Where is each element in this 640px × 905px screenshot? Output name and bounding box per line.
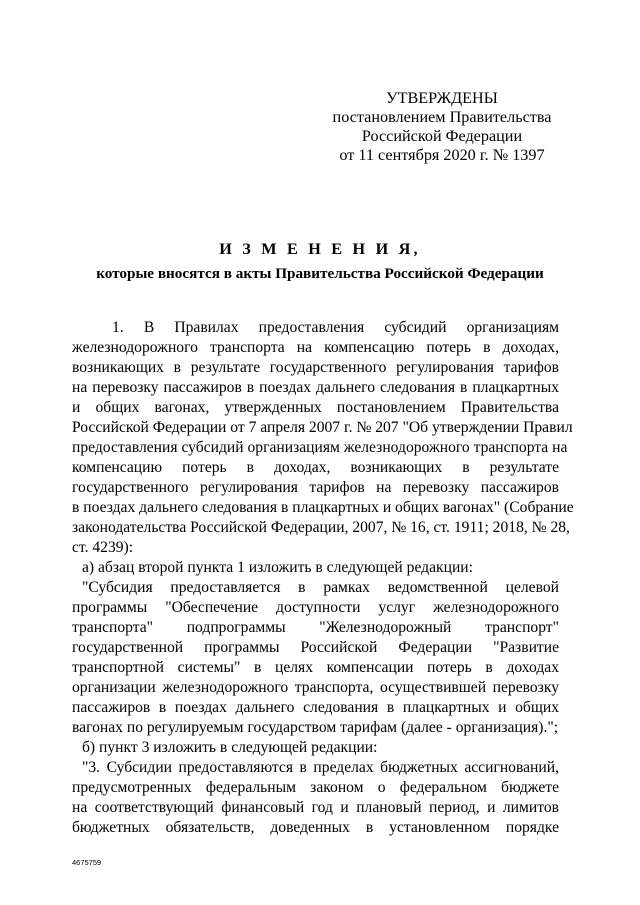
body-line: организации железнодорожного транспорта, осуществившей перевозку xyxy=(72,679,559,696)
body-line: в поездах дальнего следования в плацкартных и общих вагонах" (Собрание xyxy=(72,499,574,516)
body-line: законодательства Российской Федерации, 2007, № 16, ст. 1911; 2018, № 28, xyxy=(72,519,570,536)
body-line: Российской Федерации от 7 апреля 2007 г. № 207 "Об утверждении Правил xyxy=(72,419,573,436)
body-line: на перевозку пассажиров в поездах дальнего следования в плацкартных xyxy=(72,379,559,396)
document-subtitle: которые вносятся в акты Правительства Российской Федерации xyxy=(96,265,544,282)
document-number: 4675759 xyxy=(72,858,102,867)
body-line: пассажиров в поездах дальнего следования в плацкартных и общих xyxy=(72,699,559,716)
body-line: программы "Обеспечение доступности услуг железнодорожного xyxy=(72,599,559,616)
body-line: вагонах по регулируемым государством тарифам (далее - организация)."; xyxy=(72,719,559,736)
body-line: б) пункт 3 изложить в следующей редакции: xyxy=(82,739,378,756)
approval-heading: УТВЕРЖДЕНЫ xyxy=(386,89,498,107)
body-line: предусмотренных федеральным законом о федеральном бюджете xyxy=(72,779,559,796)
body-line: предоставления субсидий организациям железнодорожного транспорта на xyxy=(72,439,568,456)
body-line: возникающих в результате государственного регулирования тарифов xyxy=(72,359,559,376)
body-line: "Субсидия предоставляется в рамках ведомственной целевой xyxy=(82,579,559,596)
body-line: транспортной системы" в целях компенсации потерь в доходах xyxy=(72,659,559,676)
body-line: ст. 4239): xyxy=(72,539,134,556)
body-line: государственной программы Российской Федерации "Развитие xyxy=(72,639,559,656)
body-line: транспорта" подпрограммы "Железнодорожный транспорт" xyxy=(72,619,559,636)
body-line: железнодорожного транспорта на компенсацию потерь в доходах, xyxy=(72,339,559,356)
body-line: и общих вагонах, утвержденных постановлением Правительства xyxy=(72,399,559,416)
approval-line: постановлением Правительства xyxy=(332,108,552,126)
document-body xyxy=(72,318,574,838)
body-line: а) абзац второй пункта 1 изложить в следующей редакции: xyxy=(82,559,473,576)
document-title: И З М Е Н Е Н И Я, xyxy=(219,240,421,258)
approval-block xyxy=(318,89,566,165)
body-line: 1. В Правилах предоставления субсидий организациям xyxy=(112,319,559,336)
approval-line: Российской Федерации xyxy=(361,127,523,145)
body-line: бюджетных обязательств, доведенных в установленном порядке xyxy=(72,819,559,836)
approval-date-number: от 11 сентября 2020 г. № 1397 xyxy=(339,146,545,164)
body-line: компенсацию потерь в доходах, возникающих в результате xyxy=(72,459,559,476)
body-line: государственного регулирования тарифов на перевозку пассажиров xyxy=(72,479,559,496)
body-line: "3. Субсидии предоставляются в пределах бюджетных ассигнований, xyxy=(82,759,559,776)
body-line: на соответствующий финансовый год и плановый период, и лимитов xyxy=(72,799,559,816)
